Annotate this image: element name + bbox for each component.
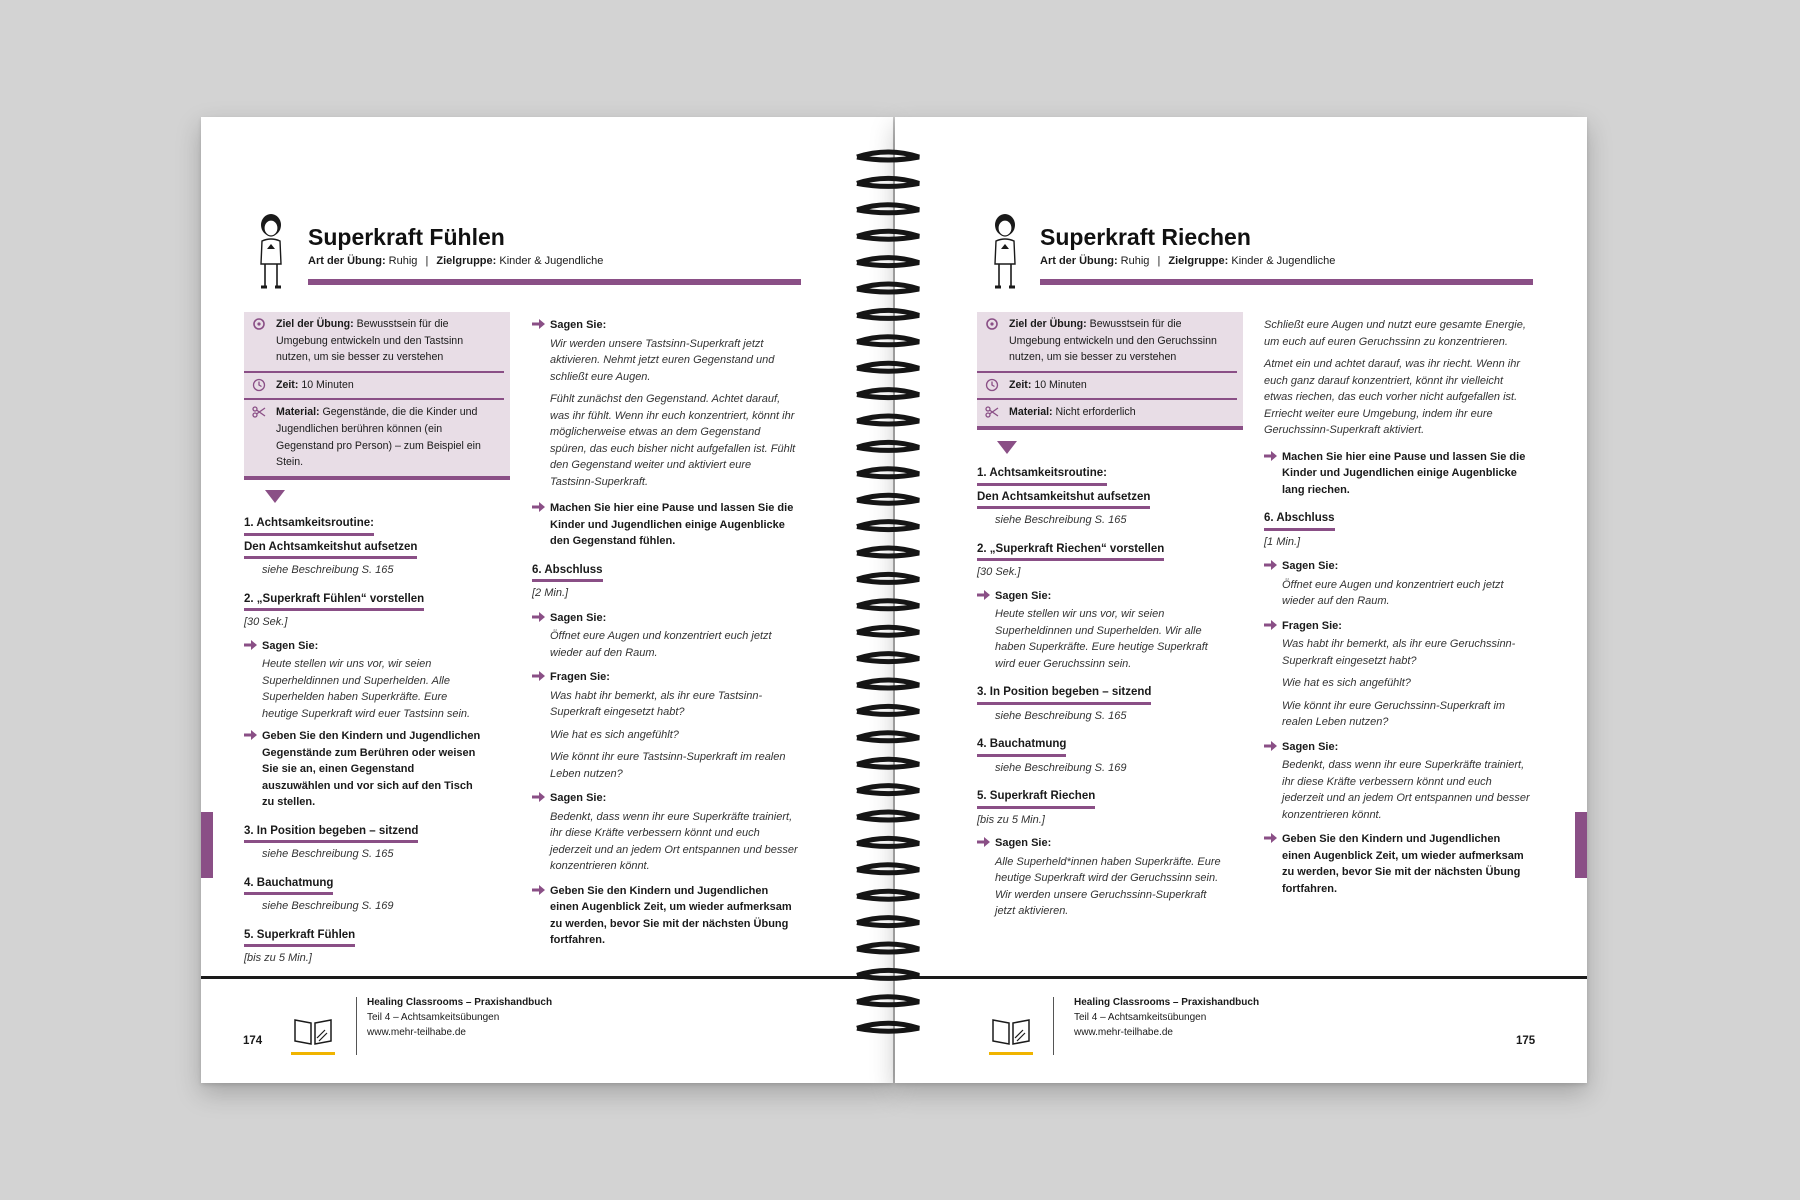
spiral-coil <box>857 337 919 345</box>
book-hand-icon <box>989 1014 1033 1056</box>
spiral-coil <box>857 416 919 424</box>
page-number: 174 <box>243 1035 263 1047</box>
section-5: 5. Superkraft Riechen [bis zu 5 Min.] Sagen Sie: Alle Superheld*innen haben Superkräfte. Eure heutige Superkraft wird der Geruchssinn sein. Wir werden unsere Geruchssinn-Superkraft jetzt aktivieren. <box>977 790 1221 917</box>
footer-info: Healing Classrooms – Praxishandbuch Teil 4 – Achtsamkeitsübungen www.mehr-teilhabe.de <box>1074 997 1260 1038</box>
footer-rule <box>895 976 1587 979</box>
spiral-coil <box>857 970 919 978</box>
spiral-coil <box>857 310 919 318</box>
goal-row: Ziel der Übung: Bewusstsein für die Umgebung entwickeln und den Geruchssinn nutzen, um sie besser zu verstehen <box>977 312 1237 373</box>
title-rule <box>308 279 801 285</box>
section-3: 3. In Position begeben – sitzend siehe Beschreibung S. 165 <box>244 824 419 860</box>
material-row: Material: Gegenstände, die die Kinder und Jugendlichen berühren können (ein Gegenstand pro Person) – zum Beispiel ein Stein. <box>244 400 504 475</box>
spiral-coil <box>857 574 919 582</box>
spiral-coil <box>857 891 919 899</box>
arrow-right-icon <box>1264 620 1277 630</box>
page-title: Superkraft Fühlen <box>308 224 505 250</box>
spiral-coil <box>857 680 919 688</box>
spiral-coil <box>857 178 919 186</box>
spiral-coil <box>857 390 919 398</box>
section-2: 2. „Superkraft Riechen“ vorstellen [30 Sek.] Sagen Sie: Heute stellen wir uns vor, wir seien Superheldinnen und Superhelden. Wir alle haben Superkräfte. Eure heutige Superkraft wird euer Geruchssinn sein. <box>977 542 1208 670</box>
goal-row: Ziel der Übung: Bewusstsein für die Umgebung entwickeln und den Tastsinn nutzen, um sie besser zu verstehen <box>244 312 504 373</box>
target-icon <box>985 317 999 331</box>
info-box <box>977 312 1243 430</box>
section-1: 1. Achtsamkeitsroutine: Den Achtsamkeitshut aufsetzen siehe Beschreibung S. 165 <box>977 467 1151 526</box>
spiral-coil <box>857 706 919 714</box>
section-5: 5. Superkraft Fühlen [bis zu 5 Min.] <box>244 928 356 964</box>
scissors-icon <box>252 405 266 419</box>
arrow-right-icon <box>532 671 545 681</box>
spiral-coil <box>857 944 919 952</box>
spiral-coil <box>857 838 919 846</box>
footer-divider <box>1053 997 1054 1055</box>
page-left <box>201 117 893 1083</box>
section-4: 4. Bauchatmung siehe Beschreibung S. 169 <box>977 738 1127 774</box>
spiral-coil <box>857 495 919 503</box>
spiral-coil <box>857 918 919 926</box>
footer-divider <box>356 997 357 1055</box>
spiral-coil <box>857 258 919 266</box>
spiral-coil <box>857 231 919 239</box>
spiral-coil <box>857 601 919 609</box>
child-figure-icon <box>251 209 291 297</box>
spiral-coil <box>857 284 919 292</box>
spiral-coil <box>857 759 919 767</box>
arrow-right-icon <box>244 730 257 740</box>
spiral-coil <box>857 205 919 213</box>
arrow-right-icon <box>532 885 545 895</box>
right-column-2: Schließt eure Augen und nutzt eure gesamte Energie, um euch auf euren Geruchssinn zu konzentrieren. Atmet ein und achtet darauf, was ihr riecht. Wenn ihr euch ganz darauf konzentriert, könnt ihr vielleicht etwas riechen, das euch vorher nicht aufgefallen ist. Erriecht weiter eure Umgebung, indem ihr eure Geruchssinn-Superkraft aktiviert. Machen Sie hier eine Pause und lassen Sie die Kinder und Jugendlichen einige Augenblicke lang riechen. 6. Abschluss [1 Min.] Sagen Sie: Öffnet eure Augen und konzentriert euch jetzt wieder auf den Raum. Fragen Sie: Was habt ihr bemerkt, als ihr eure Geruchssinn-Superkraft eingesetzt habt? Wie hat es sich angefühlt? Wie könnt ihr eure Geruchssinn-Superkraft im realen Leben nutzen? Sagen Sie: Bedenkt, dass wenn ihr eure Superkräfte trainiert, ihr diese Kräfte verbessern könnt und euch jederzeit und an jedem Ort entspannen und besser konzentrieren könnt. Geben Sie den Kindern und Jugendlichen einen Augenblick Zeit, um wieder aufmerksam zu werden, bevor Sie mit der nächsten Übung fortfahren. <box>1264 319 1530 895</box>
scissors-icon <box>985 405 999 419</box>
title-rule <box>1040 279 1533 285</box>
footer-info: Healing Classrooms – Praxishandbuch Teil 4 – Achtsamkeitsübungen www.mehr-teilhabe.de <box>367 997 553 1038</box>
spiral-binding <box>851 145 925 1045</box>
spiral-coil <box>857 363 919 371</box>
time-row: Zeit: 10 Minuten <box>244 373 504 401</box>
arrow-right-icon <box>977 590 990 600</box>
spiral-coil <box>857 627 919 635</box>
arrow-right-icon <box>977 837 990 847</box>
arrow-right-icon <box>532 612 545 622</box>
arrow-right-icon <box>1264 560 1277 570</box>
spiral-coil <box>857 152 919 160</box>
spiral-coil <box>857 469 919 477</box>
info-box-pointer <box>265 490 285 503</box>
child-figure-icon <box>985 209 1025 297</box>
exercise-meta: Art der Übung: Ruhig | Zielgruppe: Kinder & Jugendliche <box>1040 255 1336 267</box>
left-column-1 <box>244 515 484 979</box>
spiral-coil <box>857 997 919 1005</box>
target-icon <box>252 317 266 331</box>
spiral-coil <box>857 786 919 794</box>
left-column-2: Sagen Sie: Wir werden unsere Tastsinn-Superkraft jetzt aktivieren. Nehmt jetzt euren Gegenstand und schließt eure Augen. Fühlt zunächst den Gegenstand. Achtet darauf, was ihr fühlt. Wenn ihr euch konzentriert, könnt ihr möglicherweise etwas an dem Gegenstand spüren, das euch bisher nicht aufgefallen ist. Fühlt den Gegenstand weiter und aktiviert eure Tastsinn-Superkraft. Machen Sie hier eine Pause und lassen Sie die Kinder und Jugendlichen einige Augenblicke den Gegenstand fühlen. 6. Abschluss [2 Min.] Sagen Sie: Öffnet eure Augen und konzentriert euch jetzt wieder auf den Raum. Fragen Sie: Was habt ihr bemerkt, als ihr eure Tastsinn-Superkraft eingesetzt habt? Wie hat es sich angefühlt? Wie könnt ihr eure Tastsinn-Superkraft im realen Leben nutzen? Sagen Sie: Bedenkt, dass wenn ihr eure Superkräfte trainiert, ihr diese Kräfte verbessern könnt und euch jederzeit und an jedem Ort entspannen und besser konzentrieren könnt. Geben Sie den Kindern und Jugendlichen einen Augenblick Zeit, um wieder aufmerksam zu werden, bevor Sie mit der nächsten Übung fortfahren. <box>532 319 798 946</box>
clock-icon <box>985 378 999 392</box>
material-row: Material: Nicht erforderlich <box>977 400 1237 426</box>
section-4: 4. Bauchatmung siehe Beschreibung S. 169 <box>244 876 394 912</box>
arrow-right-icon <box>1264 451 1277 461</box>
arrow-right-icon <box>532 792 545 802</box>
spiral-coil <box>857 442 919 450</box>
spiral-coil <box>857 548 919 556</box>
chapter-tab <box>201 812 213 878</box>
spiral-coil <box>857 1023 919 1031</box>
arrow-right-icon <box>244 640 257 650</box>
spiral-coil <box>857 522 919 530</box>
spiral-coil <box>857 654 919 662</box>
info-box-pointer <box>997 441 1017 454</box>
section-1: 1. Achtsamkeitsroutine: Den Achtsamkeitshut aufsetzen siehe Beschreibung S. 165 <box>244 517 418 576</box>
arrow-right-icon <box>1264 741 1277 751</box>
spiral-coil <box>857 733 919 741</box>
arrow-right-icon <box>532 502 545 512</box>
chapter-tab <box>1575 812 1587 878</box>
arrow-right-icon <box>1264 833 1277 843</box>
exercise-meta: Art der Übung: Ruhig | Zielgruppe: Kinder & Jugendliche <box>308 255 604 267</box>
section-3: 3. In Position begeben – sitzend siehe Beschreibung S. 165 <box>977 686 1152 722</box>
book-hand-icon <box>291 1014 335 1056</box>
time-row: Zeit: 10 Minuten <box>977 373 1237 401</box>
clock-icon <box>252 378 266 392</box>
arrow-right-icon <box>532 319 545 329</box>
page-title: Superkraft Riechen <box>1040 224 1251 250</box>
page-number: 175 <box>1516 1035 1536 1047</box>
right-column-1 <box>977 465 1223 932</box>
info-box <box>244 312 510 480</box>
spiral-coil <box>857 865 919 873</box>
page-right <box>895 117 1587 1083</box>
spiral-coil <box>857 812 919 820</box>
section-2: 2. „Superkraft Fühlen“ vorstellen [30 Sek.] Sagen Sie: Heute stellen wir uns vor, wir seien Superheldinnen und Superhelden. Alle Superhelden haben Superkräfte. Eure heutige Superkraft wird euer Tastsinn sein. Geben Sie den Kindern und Jugendlichen Gegenstände zum Berühren oder weisen Sie sie an, einen Gegenstand auszuwählen und vor sich auf den Tisch zu stellen. <box>244 592 481 808</box>
footer-rule <box>201 976 893 979</box>
